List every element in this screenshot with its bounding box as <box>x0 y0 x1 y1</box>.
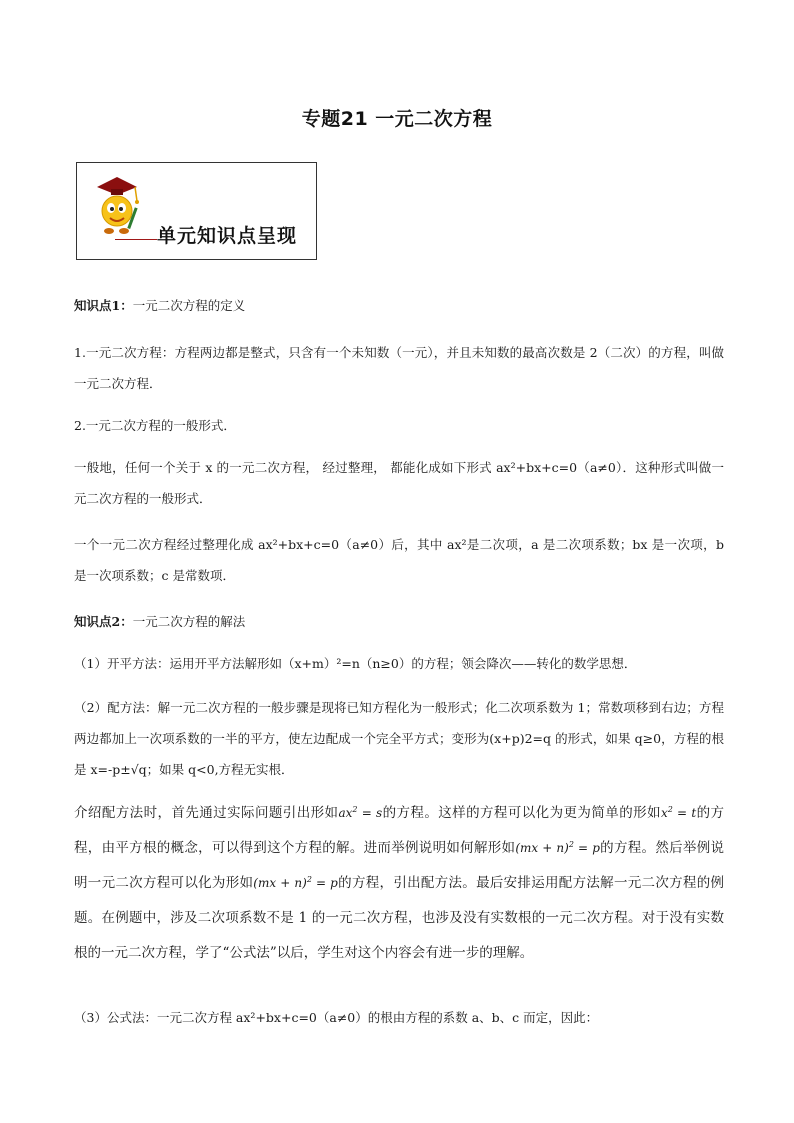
paragraph-definition: 1.一元二次方程：方程两边都是整式，只含有一个未知数（一元），并且未知数的最高次数是 2（二次）的方程，叫做一元二次方程． <box>74 345 724 391</box>
paragraph-completing-square: （2）配方法：解一元二次方程的一般步骤是现将已知方程化为一般形式；化二次项系数为 1；常数项移到右边；方程两边都加上一次项系数的一半的平方，使左边配成一个完全平方式；变形为(x+p)2=q 的形式，如果 q≥0，方程的根是 x=-p±√q；如果 q<0,方程无实根． <box>74 700 724 777</box>
paragraph-formula-method: （3）公式法：一元二次方程 ax²+bx+c=0（a≠0）的根由方程的系数 a、b、c 而定，因此： <box>74 1010 599 1025</box>
paragraph-general-form-heading: 2.一元二次方程的一般形式． <box>74 418 236 433</box>
kp2-title: 一元二次方程的解法 <box>132 614 246 629</box>
notes-text-3: 的方程，由平方根的概念，可以得到这个方程的解。进而举例说明如何解形如 <box>74 805 725 856</box>
banner-rule <box>115 239 157 240</box>
page-title: 专题21 一元二次方程 <box>301 108 493 130</box>
knowledge-point-1-heading <box>74 290 724 321</box>
formula-ax2-s: $ax^2 = s$ <box>338 805 383 820</box>
unit-banner <box>76 162 317 260</box>
knowledge-point-2-heading <box>74 606 724 637</box>
graduate-mascot-icon <box>91 173 143 243</box>
banner-heading: 单元知识点呈现 <box>157 225 298 247</box>
notes-text-5: 的方程，引出配方法。最后安排运用配方法解一元二次方程的例题。在例题中，涉及二次项系数不是 1 的一元二次方程，也涉及没有实数根的一元二次方程。对于没有实数根的一元二次方程，学了“公式法”以后，学生对这个内容会有进一步的理解。 <box>74 875 725 961</box>
notes-text-1: 介绍配方法时，首先通过实际问题引出形如 <box>74 805 339 821</box>
formula-mxn2-p-b: (mx + n)$^2$ = p <box>253 875 338 890</box>
paragraph-teaching-notes <box>74 796 724 971</box>
formula-x2-t: $x^2 = t$ <box>660 805 697 820</box>
notes-text-4: 的方程。然后举例说明一元二次方程可以化为形如 <box>74 840 725 891</box>
paragraph-terms: 一个一元二次方程经过整理化成 ax²+bx+c=0（a≠0）后，其中 ax²是二次项，a 是二次项系数；bx 是一次项，b 是一次项系数；c 是常数项． <box>74 537 724 583</box>
kp1-label: 知识点1： <box>74 298 133 313</box>
paragraph-square-root-method: （1）开平方法：运用开平方法解形如（x+m）²=n（n≥0）的方程；领会降次——转化的数学思想． <box>74 656 637 671</box>
kp2-label: 知识点2： <box>74 614 133 629</box>
notes-text-2: 的方程。这样的方程可以化为更为简单的形如 <box>382 805 661 821</box>
kp1-title: 一元二次方程的定义 <box>132 298 246 313</box>
paragraph-general-form: 一般地，任何一个关于 x 的一元二次方程， 经过整理， 都能化成如下形式 ax²+bx+c=0（a≠0）．这种形式叫做一元二次方程的一般形式． <box>74 460 724 506</box>
formula-mxn2-p-a: (mx + n)$^2$ = p <box>515 840 600 855</box>
